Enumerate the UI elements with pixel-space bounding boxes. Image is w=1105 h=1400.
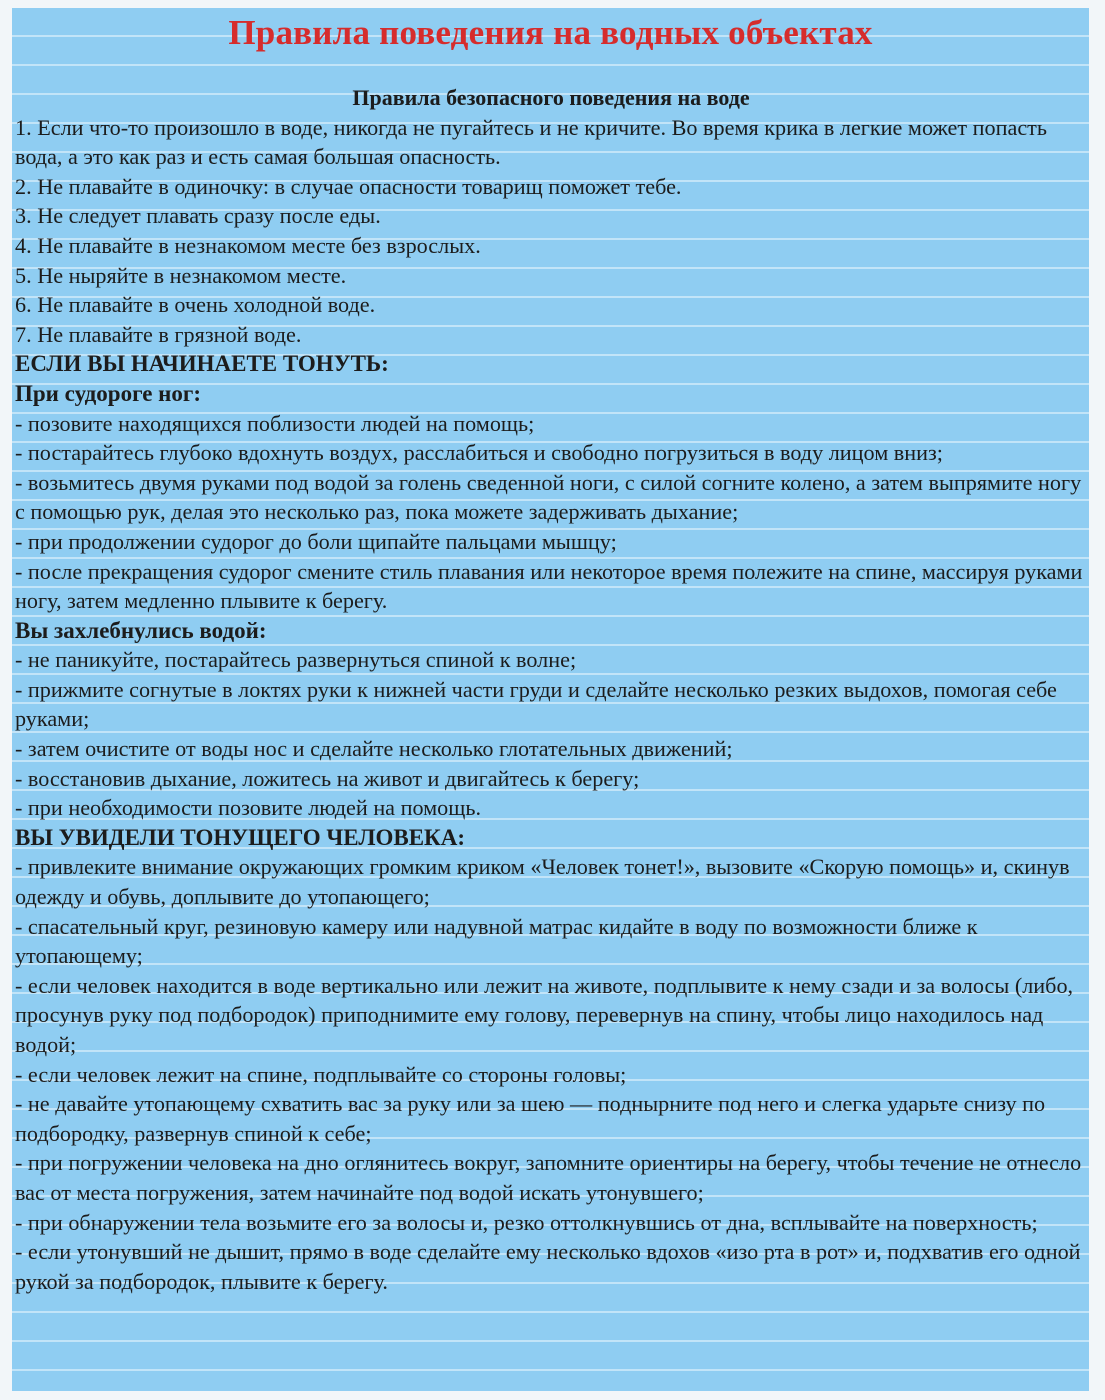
rule-item: 3. Не следует плавать сразу после еды.: [15, 203, 381, 229]
choked-item: - затем очистите от воды нос и сделайте несколько глотательных движений;: [15, 736, 733, 762]
cramp-item: - позовите находящихся поблизости людей на помощь;: [15, 410, 535, 436]
cramp-item: - после прекращения судорог смените стиль плавания или некоторое время полежите на спине, массируя руками ногу, затем медленно плывите к берегу.: [15, 558, 1083, 614]
drowning-heading: ЕСЛИ ВЫ НАЧИНАЕТЕ ТОНУТЬ:: [15, 351, 389, 377]
rescue-item: - при обнаружении тела возьмите его за волосы и, резко оттолкнувшись от дна, всплывайте на поверхность;: [15, 1209, 1038, 1235]
choked-item: - прижмите согнутые в локтях руки к нижней части груди и сделайте несколько резких выдохов, помогая себе руками;: [15, 676, 1057, 732]
rule-item: 1. Если что-то произошло в воде, никогда не пугайтесь и не кричите. Во время крика в легкие может попасть вода, а это как раз и есть самая большая опасность.: [15, 114, 1047, 170]
section-subtitle: Правила безопасного поведения на воде: [352, 85, 750, 110]
choked-heading: Вы захлебнулись водой:: [15, 617, 267, 643]
choked-item: - восстановив дыхание, ложитесь на живот и двигайтесь к берегу;: [15, 765, 640, 791]
choked-item: - не паникуйте, постарайтесь развернуться спиной к волне;: [15, 647, 577, 673]
rule-item: 2. Не плавайте в одиночку: в случае опасности товарищ поможет тебе.: [15, 173, 682, 199]
page-title: Правила поведения на водных объектах: [228, 13, 873, 52]
rule-item: 6. Не плавайте в очень холодной воде.: [15, 292, 376, 318]
rules-content: [15, 83, 1087, 1296]
rescue-heading: ВЫ УВИДЕЛИ ТОНУЩЕГО ЧЕЛОВЕКА:: [15, 824, 465, 850]
rescue-item: - если человек находится в воде вертикально или лежит на животе, подплывите к нему сзади и за волосы (либо, просунув руку под подбородок) приподнимите ему голову, перевернув на спину, чтобы лицо находилось над водой;: [15, 972, 1074, 1057]
rescue-item: - не давайте утопающему схватить вас за руку или за шею — поднырните под него и слегка ударьте снизу по подбородку, развернув спиной к себе;: [15, 1091, 1046, 1146]
poster-panel: [12, 8, 1089, 1391]
rule-item: 5. Не ныряйте в незнакомом месте.: [15, 262, 347, 288]
rule-item: 7. Не плавайте в грязной воде.: [15, 321, 302, 347]
rescue-item: - если человек лежит на спине, подплывайте со стороны головы;: [15, 1061, 627, 1087]
rule-item: 4. Не плавайте в незнакомом месте без взрослых.: [15, 232, 481, 258]
rescue-item: - спасательный круг, резиновую камеру или надувной матрас кидайте в воду по возможности ближе к утопающему;: [15, 913, 978, 969]
cramp-heading: При судороге ног:: [15, 380, 202, 406]
rescue-item: - привлеките внимание окружающих громким криком «Человек тонет!», вызовите «Скорую помощь» и, скинув одежду и обувь, доплывите до утопающего;: [15, 854, 1070, 910]
cramp-item: - при продолжении судорог до боли щипайте пальцами мышцу;: [15, 528, 617, 554]
cramp-item: - возьмитесь двумя руками под водой за голень сведенной ноги, с силой согните колено, а затем выпрямите ногу с помощью рук, делая это несколько раз, пока можете задерживать дыхание;: [15, 469, 1082, 525]
rescue-item: - если утонувший не дышит, прямо в воде сделайте ему несколько вдохов «изо рта в рот» и, подхватив его одной рукой за подбородок, плывите к берегу.: [15, 1239, 1081, 1294]
choked-item: - при необходимости позовите людей на помощь.: [15, 795, 482, 821]
cramp-item: - постарайтесь глубоко вдохнуть воздух, расслабиться и свободно погрузиться в воду лицом вниз;: [15, 440, 943, 466]
rescue-item: - при погружении человека на дно оглянитесь вокруг, запомните ориентиры на берегу, чтобы течение не отнесло вас от места погружения, затем начинайте под водой искать утонувшего;: [15, 1150, 1082, 1205]
